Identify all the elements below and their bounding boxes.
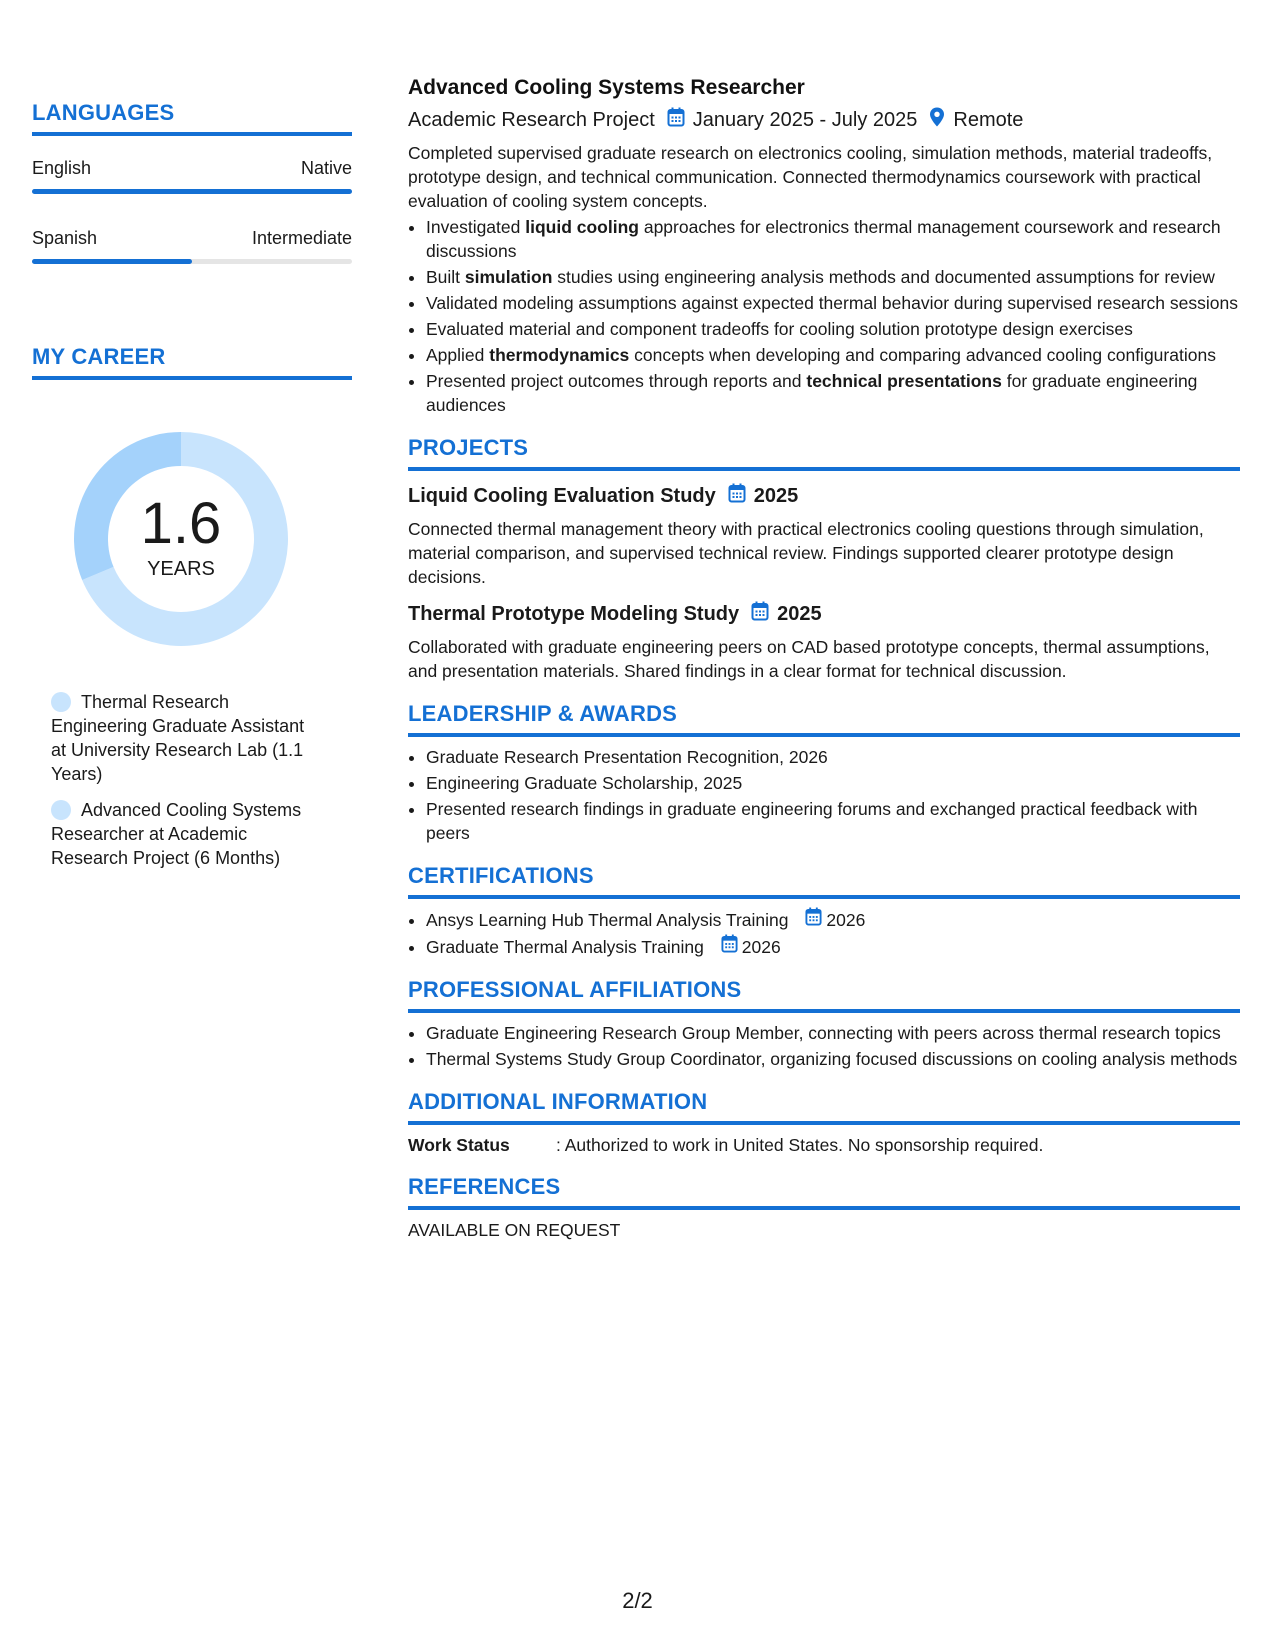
language-name: Spanish (32, 228, 98, 248)
certification-year: 2026 (741, 936, 781, 957)
certification-item (426, 934, 1240, 959)
languages-heading: LANGUAGES (32, 100, 352, 136)
project-item (408, 601, 1240, 683)
right-column (408, 76, 1240, 1241)
leadership-item: • Engineering Graduate Scholarship, 2025 (426, 771, 1240, 795)
leadership-item: • Graduate Research Presentation Recognition, 2026 (426, 745, 1240, 769)
job-dates: January 2025 - July 2025 (692, 108, 918, 131)
job-bullet: • Validated modeling assumptions against expected thermal behavior during supervised research sessions (426, 291, 1240, 315)
language-level: Native (300, 158, 352, 178)
job-organization: Academic Research Project (408, 108, 655, 131)
job-bullets (408, 215, 1240, 417)
project-item (408, 483, 1240, 589)
language-item (32, 158, 352, 194)
certifications-heading: CERTIFICATIONS (408, 863, 1240, 899)
references-text: AVAILABLE ON REQUEST (408, 1220, 621, 1240)
job-meta (408, 107, 1240, 133)
language-level: Intermediate (251, 228, 352, 248)
language-proficiency-bar (32, 189, 352, 194)
career-total-years: 1.6 (140, 491, 222, 556)
career-legend-item (51, 798, 321, 870)
career-legend-item (51, 690, 321, 786)
work-status-label: Work Status (408, 1135, 510, 1155)
additional-info-heading: ADDITIONAL INFORMATION (408, 1089, 1240, 1125)
affiliations-heading: PROFESSIONAL AFFILIATIONS (408, 977, 1240, 1013)
work-status-value: : Authorized to work in United States. No sponsorship required. (556, 1135, 1044, 1155)
leadership-section (408, 701, 1240, 845)
additional-info-section (408, 1089, 1240, 1156)
calendar-icon (721, 934, 738, 959)
certification-name: Graduate Thermal Analysis Training (426, 937, 704, 957)
references-section (408, 1174, 1240, 1241)
certification-item (426, 907, 1240, 932)
work-status-row (408, 1135, 1240, 1156)
career-heading: MY CAREER (32, 344, 352, 380)
leadership-heading: LEADERSHIP & AWARDS (408, 701, 1240, 737)
project-year: 2025 (753, 484, 799, 507)
calendar-icon (667, 107, 685, 133)
project-year: 2025 (777, 602, 822, 625)
career-total-unit: YEARS (147, 558, 215, 580)
language-proficiency-bar (32, 259, 352, 264)
references-heading: REFERENCES (408, 1174, 1240, 1210)
career-section (32, 344, 352, 870)
certification-year: 2026 (826, 909, 866, 930)
affiliations-list (408, 1021, 1240, 1071)
job-bullet: • Evaluated material and component tradeoffs for cooling solution prototype design exercises (426, 317, 1240, 341)
certification-name: Ansys Learning Hub Thermal Analysis Training (426, 910, 789, 930)
affiliation-item: • Graduate Engineering Research Group Member, connecting with peers across thermal research topics (426, 1021, 1240, 1045)
job-location: Remote (953, 108, 1024, 131)
project-description: Connected thermal management theory with practical electronics cooling questions through simulation, material comparison, and supervised technical review. Findings supported clearer prototype design decisions. (408, 519, 1204, 587)
language-item (32, 228, 352, 264)
certifications-section (408, 863, 1240, 959)
calendar-icon (751, 601, 769, 627)
calendar-icon (728, 483, 746, 509)
language-proficiency-fill (32, 189, 352, 194)
project-description: Collaborated with graduate engineering peers on CAD based prototype concepts, thermal assumptions, and presentation materials. Shared findings in a clear format for technical discussion. (408, 637, 1210, 681)
affiliation-item: • Thermal Systems Study Group Coordinator, organizing focused discussions on cooling analysis methods (426, 1047, 1240, 1071)
projects-heading: PROJECTS (408, 435, 1240, 471)
job-title: Advanced Cooling Systems Researcher (408, 76, 805, 99)
project-name: Thermal Prototype Modeling Study (408, 602, 740, 625)
career-legend-text: Advanced Cooling Systems Researcher at Academic Research Project (6 Months) (51, 800, 302, 868)
job-bullet: • Applied thermodynamics concepts when developing and comparing advanced cooling configurations (426, 343, 1240, 367)
career-legend-text: Thermal Research Engineering Graduate Assistant at University Research Lab (1.1 Years) (51, 692, 305, 784)
affiliations-section (408, 977, 1240, 1071)
languages-section (32, 100, 352, 264)
experience-entry (408, 76, 1240, 417)
language-proficiency-fill (32, 259, 192, 264)
left-column (32, 100, 352, 882)
project-name: Liquid Cooling Evaluation Study (408, 484, 716, 507)
leadership-list (408, 745, 1240, 845)
projects-section (408, 435, 1240, 683)
location-pin-icon (929, 107, 945, 133)
calendar-icon (805, 907, 822, 932)
job-summary: Completed supervised graduate research on electronics cooling, simulation methods, material tradeoffs, prototype design, and technical communication. Connected thermodynamics coursework with practical evaluation of cooling system concepts. (408, 143, 1213, 211)
career-donut-chart (66, 424, 296, 654)
certifications-list (408, 907, 1240, 959)
career-legend (51, 690, 321, 870)
leadership-item: • Presented research findings in graduate engineering forums and exchanged practical feedback with peers (426, 797, 1240, 845)
legend-dot-icon (51, 800, 71, 820)
page-number: 2/2 (622, 1588, 653, 1613)
job-bullet: • Investigated liquid cooling approaches for electronics thermal management coursework and research discussions (426, 215, 1240, 263)
language-name: English (32, 158, 92, 178)
job-bullet: • Built simulation studies using engineering analysis methods and documented assumptions for review (426, 265, 1240, 289)
legend-dot-icon (51, 692, 71, 712)
job-bullet: • Presented project outcomes through reports and technical presentations for graduate engineering audiences (426, 369, 1240, 417)
